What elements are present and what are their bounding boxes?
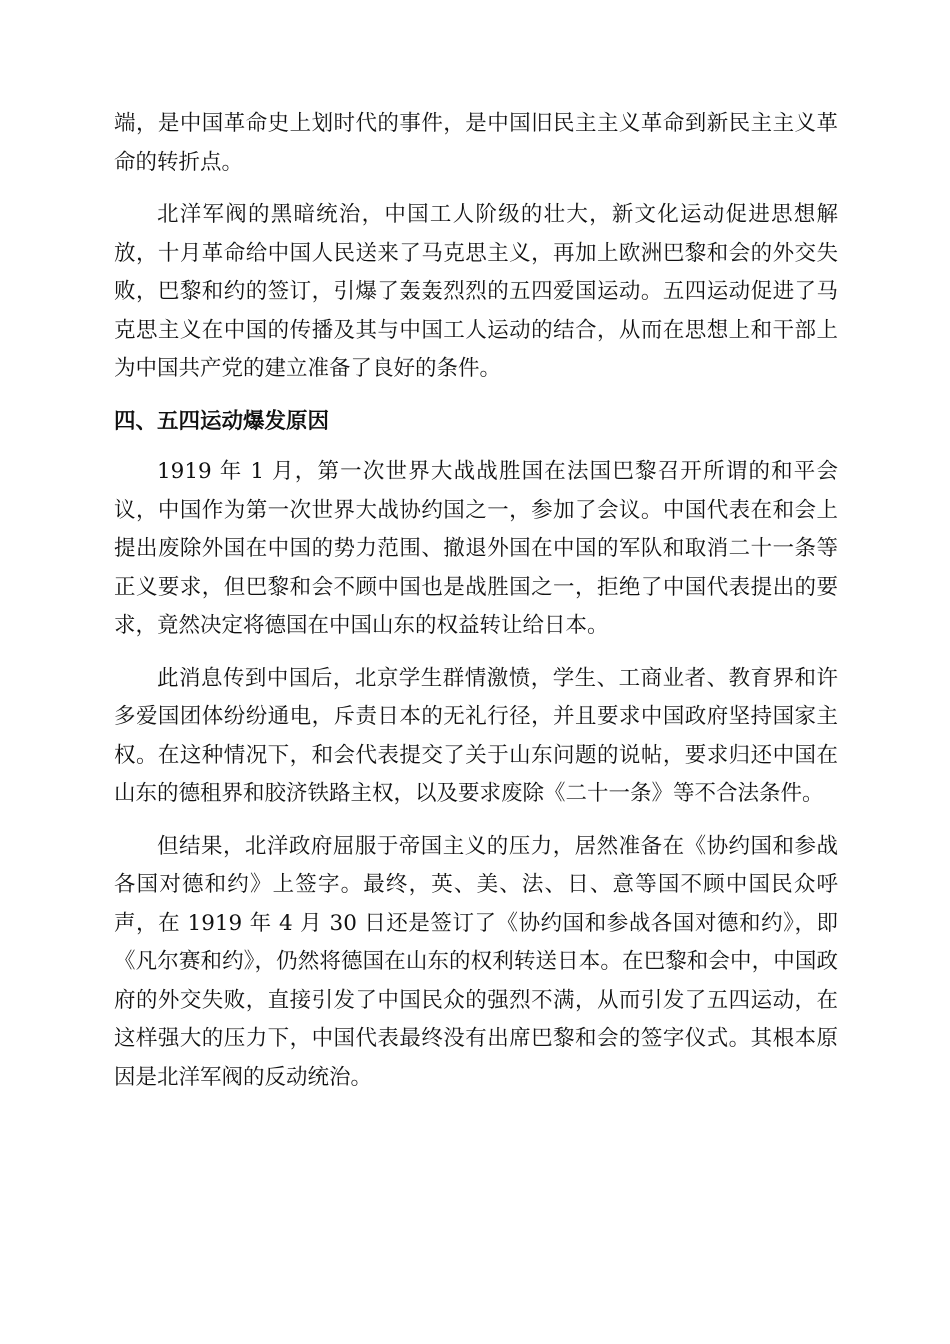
continued-paragraph: 端，是中国革命史上划时代的事件，是中国旧民主主义革命到新民主主义革命的转折点。 <box>114 111 838 175</box>
section-heading: 四、五四运动爆发原因 <box>114 408 330 434</box>
paragraph-public-reaction: 此消息传到中国后，北京学生群情激愤，学生、工商业者、教育界和许多爱国团体纷纷通电，斥责日本的无礼行径，并且要求中国政府坚持国家主权。在这种情况下，和会代表提交了关于山东问题的说帖，要求归还中国在山东的德租界和胶济铁路主权，以及要求废除《二十一条》等不合法条件。 <box>114 665 838 806</box>
paragraph-causes-summary: 北洋军阀的黑暗统治，中国工人阶级的壮大，新文化运动促进思想解放，十月革命给中国人民送来了马克思主义，再加上欧洲巴黎和会的外交失败，巴黎和约的签订，引爆了轰轰烈烈的五四爱国运动。五四运动促进了马克思主义在中国的传播及其与中国工人运动的结合，从而在思想上和干部上为中国共产党的建立准备了良好的条件。 <box>114 202 838 381</box>
paragraph-treaty-result: 但结果，北洋政府屈服于帝国主义的压力，居然准备在《协约国和参战各国对德和约》上签字。最终，英、美、法、日、意等国不顾中国民众呼声，在 1919 年 4 月 30 日还是签订了《协约国和参战各国对德和约》，即《凡尔赛和约》，仍然将德国在山东的权利转送日本。在巴黎和会中，中国政府的外交失败，直接引发了中国民众的强烈不满，从而引发了五四运动，在这样强大的压力下，中国代表最终没有出席巴黎和会的签字仪式。其根本原因是北洋军阀的反动统治。 <box>114 833 838 1090</box>
paragraph-paris-conference: 1919 年 1 月，第一次世界大战战胜国在法国巴黎召开所谓的和平会议，中国作为第一次世界大战协约国之一，参加了会议。中国代表在和会上提出废除外国在中国的势力范围、撤退外国在中国的军队和取消二十一条等正义要求，但巴黎和会不顾中国也是战胜国之一，拒绝了中国代表提出的要求，竟然决定将德国在中国山东的权益转让给日本。 <box>114 459 838 638</box>
document-page <box>114 105 838 1111</box>
